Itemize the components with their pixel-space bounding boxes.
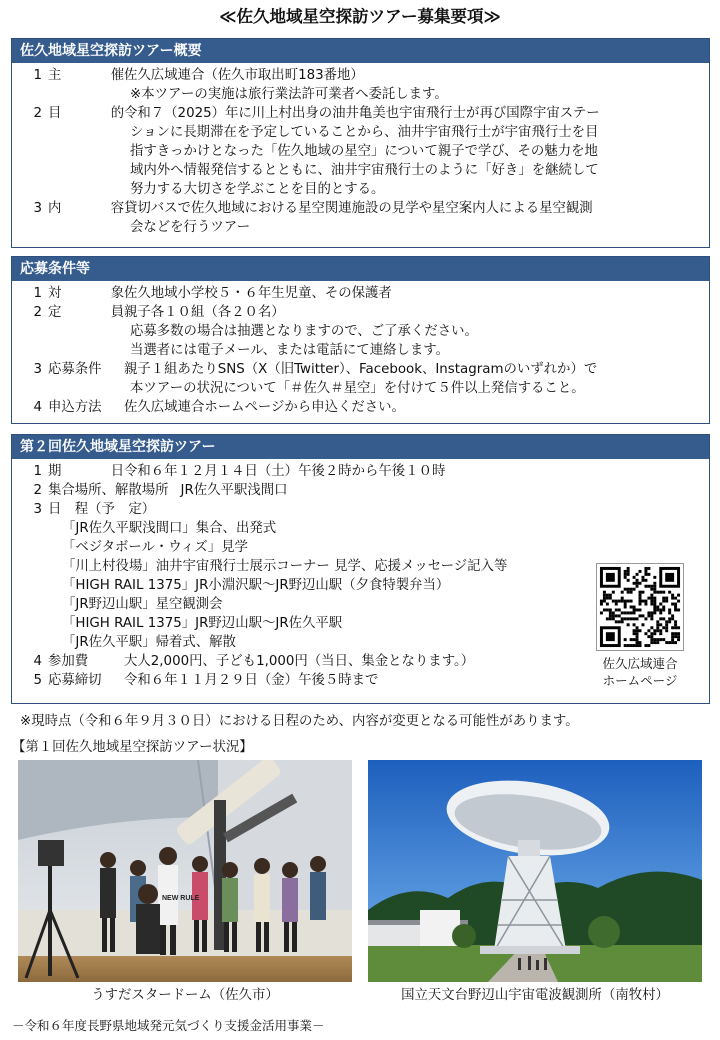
conditions-body <box>12 281 709 417</box>
schedule-item: 「JR佐久平駅」帰着式、解散 <box>62 635 236 650</box>
qr-block[interactable] <box>585 563 695 689</box>
schedule-item: 「HIGH RAIL 1375」JR小淵沢駅～JR野辺山駅（夕食特製弁当） <box>62 578 450 593</box>
item-value-line: 当選者には電子メール、または電話にて連絡します。 <box>130 343 449 358</box>
tour-fee-value: 大人2,000円、子ども1,000円（当日、集金となります。） <box>124 654 475 669</box>
item-number: 4 <box>33 400 42 415</box>
item-value-line: 努力する大切さを学ぶことを目的とする。 <box>130 182 385 197</box>
item-value-line: 応募多数の場合は抽選となりますので、ご了承ください。 <box>130 324 478 339</box>
item-value-line: 会などを行うツアー <box>130 220 251 235</box>
item-value-line: ションに長期滞在を予定していることから、油井宇宙飛行士が宇宙飛行士を目 <box>130 125 599 140</box>
item-number: 3 <box>33 502 42 517</box>
item-row <box>12 398 709 417</box>
qr-caption-line-1: 佐久広域連合 <box>602 656 678 671</box>
item-value-line: 令和７（2025）年に川上村出身の油井亀美也宇宙飛行士が再び国際宇宙ステー <box>124 106 600 121</box>
item-number: 1 <box>33 68 42 83</box>
item-value-line: 貸切バスで佐久地域における星空関連施設の見学や星空案内人による星空観測 <box>124 201 593 216</box>
item-value-line: 親子各１０組（各２０名） <box>124 305 285 320</box>
page-title: ≪佐久地域星空探訪ツアー募集要項≫ <box>219 7 501 26</box>
item-label: 集合場所、解散場所 <box>48 483 169 498</box>
left-photo-caption: うすだスタードーム（佐久市） <box>91 988 279 1003</box>
item-label: 期 日 <box>48 464 143 479</box>
schedule-item: 「ベジタボール・ウィズ」見学 <box>62 540 248 555</box>
tour-deadline-value: 令和６年１１月２９日（金）午後５時まで <box>124 673 379 688</box>
funding-footer: －令和６年度長野県地域発元気づくり支援金活用事業－ <box>12 1018 325 1033</box>
item-row <box>12 66 709 85</box>
overview-section <box>11 38 710 248</box>
item-label: 対 象 <box>48 286 143 301</box>
item-number: 3 <box>33 201 42 216</box>
schedule-change-note: ※現時点（令和６年９月３０日）における日程のため、内容が変更となる可能性があります。 <box>20 714 579 729</box>
overview-body <box>12 63 709 237</box>
tour-section <box>11 434 710 704</box>
tour-schedule-row <box>12 500 709 519</box>
item-row <box>12 303 709 322</box>
tour-heading: 第２回佐久地域星空探訪ツアー <box>12 435 709 459</box>
tour-meet-value: JR佐久平駅浅間口 <box>180 483 288 498</box>
item-value-line: 指すきっかけとなった「佐久地域の星空」について親子で学び、その魅力を地 <box>130 144 598 159</box>
tour-date-row <box>12 462 709 481</box>
item-label: 内 容 <box>48 201 143 216</box>
item-label: 日 程（予 定） <box>48 502 156 517</box>
schedule-item: 「JR野辺山駅」星空観測会 <box>62 597 223 612</box>
item-number: 4 <box>33 654 42 669</box>
right-photo-caption: 国立天文台野辺山宇宙電波観測所（南牧村） <box>401 988 669 1003</box>
item-label: 応募条件 <box>48 362 102 377</box>
item-row <box>12 284 709 303</box>
item-value-line: 佐久広域連合（佐久市取出町183番地） <box>124 68 364 83</box>
item-value-line: ※本ツアーの実施は旅行業法許可業者へ委託します。 <box>130 87 448 102</box>
item-label: 参加費 <box>48 654 89 669</box>
item-value-line: 佐久地域小学校５・６年生児童、その保護者 <box>124 286 392 301</box>
item-number: 1 <box>33 286 42 301</box>
item-number: 1 <box>33 464 42 479</box>
item-number: 3 <box>33 362 42 377</box>
photos-heading: 【第１回佐久地域星空探訪ツアー状況】 <box>12 740 253 755</box>
item-label: 主 催 <box>48 68 143 83</box>
shirt-text: NEW RULE <box>162 895 200 902</box>
conditions-heading: 応募条件等 <box>12 257 709 281</box>
qr-code-icon[interactable] <box>596 563 684 651</box>
item-label: 目 的 <box>48 106 143 121</box>
tour-date-value: 令和６年１２月１４日（土）午後２時から午後１０時 <box>124 464 446 479</box>
item-row <box>12 104 709 123</box>
item-number: 2 <box>33 305 42 320</box>
conditions-section <box>11 256 710 424</box>
qr-caption-line-2: ホームページ <box>602 673 678 688</box>
item-value-line: 本ツアーの状況について「＃佐久＃星空」を付けて５件以上発信すること。 <box>130 381 585 396</box>
overview-heading: 佐久地域星空探訪ツアー概要 <box>12 39 709 63</box>
item-value-line: 佐久広域連合ホームページから申込ください。 <box>124 400 405 415</box>
item-value-line: 域内外へ情報発信するとともに、油井宇宙飛行士のように「好き」を継続して <box>130 163 599 178</box>
star-dome-photo <box>18 760 352 982</box>
item-value-line: 親子１組あたりSNS（X（旧Twitter）、Facebook、Instagramのいずれか）で <box>124 362 598 377</box>
schedule-item: 「HIGH RAIL 1375」JR野辺山駅～JR佐久平駅 <box>62 616 343 631</box>
schedule-item: 「JR佐久平駅浅間口」集合、出発式 <box>62 521 277 536</box>
item-number: 5 <box>33 673 42 688</box>
tour-meet-row <box>12 481 709 500</box>
schedule-item: 「川上村役場」油井宇宙飛行士展示コーナー 見学、応援メッセージ記入等 <box>62 559 508 574</box>
item-row <box>12 360 709 379</box>
radio-observatory-photo <box>368 760 702 982</box>
item-label: 応募締切 <box>48 673 102 688</box>
item-number: 2 <box>33 106 42 121</box>
item-number: 2 <box>33 483 42 498</box>
item-label: 申込方法 <box>48 400 102 415</box>
item-label: 定 員 <box>48 305 143 320</box>
item-row <box>12 199 709 218</box>
